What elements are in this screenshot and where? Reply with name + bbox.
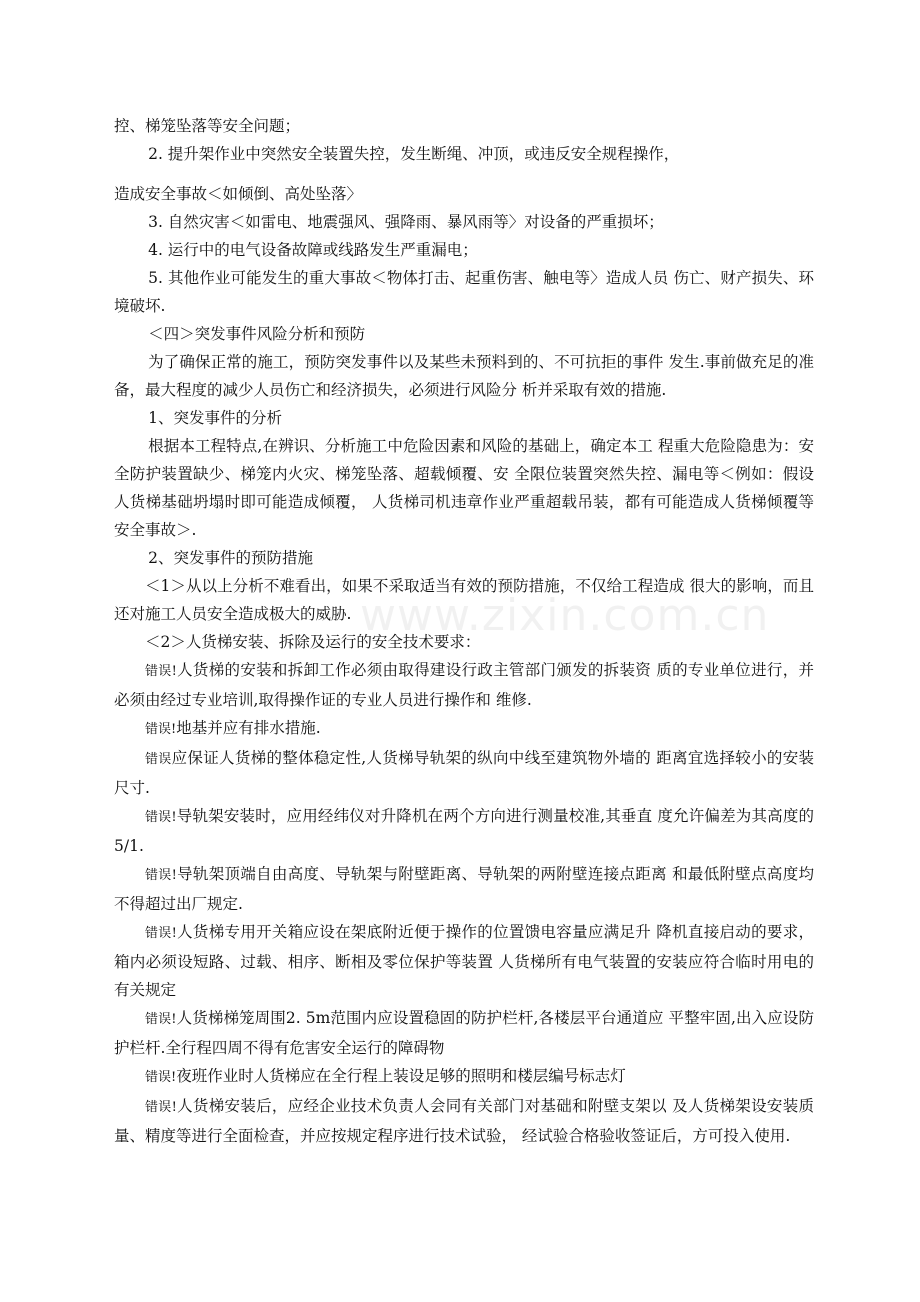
requirement-text: 人货梯安装后，应经企业技术负责人会同有关部门对基础和附壁支架以 及人货梯架设安装质量、精度等进行全面检查，并应按规定程序进行技术试验， 经试验合格验收签证后，方可投入使用.: [114, 1097, 814, 1145]
requirement-item: [114, 860, 814, 918]
error-marker: 错误!: [145, 722, 177, 737]
requirement-item: [114, 1004, 814, 1062]
subsection-heading-2: 2、突发事件的预防措施: [148, 549, 313, 567]
error-marker: 错误!: [145, 1100, 177, 1115]
paragraph-item-4: 4. 运行中的电气设备故障或线路发生严重漏电；: [148, 241, 478, 259]
paragraph-intro: 为了确保正常的施工，预防突发事件以及某些未预料到的、不可抗拒的事件 发生.事前做充足的准备，最大程度的减少人员伤亡和经济损失，必须进行风险分 析并采取有效的措施.: [114, 353, 814, 399]
error-marker: 错误: [145, 752, 172, 767]
requirement-item: [114, 918, 814, 1004]
paragraph-prevention-1: ＜1＞从以上分析不难看出，如果不采取适当有效的预防措施，不仅给工程造成 很大的影响，而且还对施工人员安全造成极大的威胁.: [114, 577, 814, 623]
document-body: [114, 112, 814, 1150]
paragraph-item-5: 5. 其他作业可能发生的重大事故＜物体打击、起重伤害、触电等〉造成人员 伤亡、财产损失、环境破坏.: [114, 269, 814, 315]
requirement-text: 人货梯的安装和拆卸工作必须由取得建设行政主管部门颁发的拆装资 质的专业单位进行，并必须由经过专业培训,取得操作证的专业人员进行操作和 维修.: [114, 661, 814, 709]
error-marker: 错误!: [145, 810, 177, 825]
requirement-item: [114, 802, 814, 860]
paragraph-prevention-2: ＜2＞人货梯安装、拆除及运行的安全技术要求：: [145, 633, 481, 651]
requirement-item: [114, 1092, 814, 1150]
requirement-item: [114, 1062, 814, 1092]
section-heading-4: ＜四＞突发事件风险分析和预防: [148, 325, 366, 343]
paragraph-item-2-cont: 造成安全事故＜如倾倒、高处坠落〉: [114, 185, 363, 203]
subsection-heading-1: 1、突发事件的分析: [148, 409, 282, 427]
requirement-item: [114, 744, 814, 802]
requirement-text: 导轨架顶端自由高度、导轨架与附壁距离、导轨架的两附壁连接点距离 和最低附壁点高度均不得超过出厂规定.: [114, 865, 814, 913]
paragraph-continuation: 控、梯笼坠落等安全问题；: [114, 117, 301, 135]
error-marker: 错误!: [145, 1012, 177, 1027]
error-marker: 错误!: [145, 868, 177, 883]
requirement-text: 人货梯梯笼周围2. 5m范围内应设置稳固的防护栏杆,各楼层平台通道应 平整牢固,出入应设防护栏杆.全行程四周不得有危害安全运行的障碍物: [114, 1009, 814, 1057]
error-marker: 错误!: [145, 1070, 177, 1085]
requirement-text: 导轨架安装时，应用经纬仪对升降机在两个方向进行测量校准,其垂直 度允许偏差为其高度的5/1.: [114, 807, 814, 855]
paragraph-analysis: 根据本工程特点,在辨识、分析施工中危险因素和风险的基础上，确定本工 程重大危险隐患为：安全防护装置缺少、梯笼内火灾、梯笼坠落、超载倾覆、安 全限位装置突然失控、漏电等＜例如：假设人货梯基础坍塌时即可能造成倾覆， 人货梯司机违章作业严重超载吊装，都有可能造成人货梯倾覆等安全事故＞.: [114, 437, 814, 539]
requirement-text: 人货梯专用开关箱应设在架底附近便于操作的位置馈电容量应满足升 降机直接启动的要求，箱内必须设短路、过载、相序、断相及零位保护等装置 人货梯所有电气装置的安装应符合临时用电的有关规定: [114, 923, 814, 999]
requirement-item: [114, 714, 814, 744]
requirement-text: 应保证人货梯的整体稳定性,人货梯导轨架的纵向中线至建筑物外墙的 距离宜选择较小的安装尺寸.: [114, 749, 814, 797]
paragraph-item-2: 2. 提升架作业中突然安全装置失控，发生断绳、冲顶，或违反安全规程操作，: [148, 145, 680, 163]
requirement-text: 地基并应有排水措施.: [176, 719, 321, 737]
requirement-text: 夜班作业时人货梯应在全行程上装设足够的照明和楼层编号标志灯: [176, 1067, 626, 1085]
error-marker: 错误!: [145, 664, 177, 679]
paragraph-item-3: 3. 自然灾害＜如雷电、地震强风、强降雨、暴风雨等〉对设备的严重损坏；: [148, 213, 664, 231]
watermark: www.zixin.com.cn: [360, 590, 770, 641]
requirement-item: [114, 656, 814, 714]
error-marker: 错误!: [145, 926, 177, 941]
